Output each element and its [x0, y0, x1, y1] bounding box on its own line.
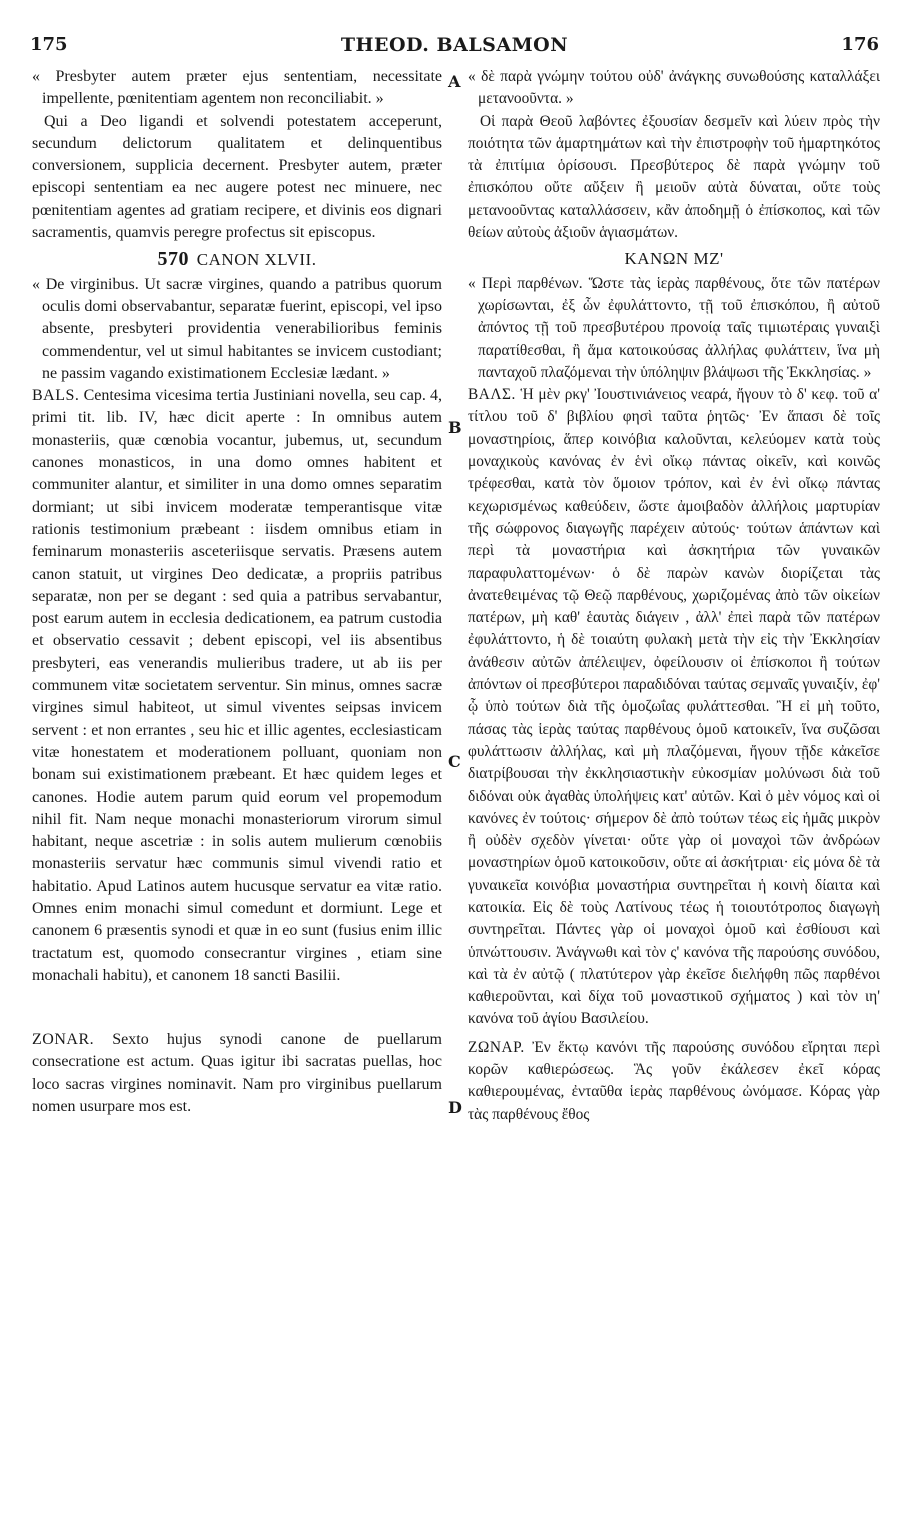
greek-bals-label: ΒΑΛΣ. — [468, 386, 516, 404]
latin-bals-label: BALS. — [32, 387, 80, 405]
latin-canon-text: « De virginibus. Ut sacræ virgines, quando a patribus quorum oculis domi observabantur, separatæ fuerint, episcopi, vel ipso absente, presbyteri providentia venerabilioribus feminis commendentur, vel ut simul habitantes se invicem custodiant; ne passim vagando existimationem Ecclesiæ lædant. » — [32, 275, 442, 382]
greek-zonar-label: ΖΩΝΑΡ. — [468, 1038, 525, 1056]
greek-zonar-text: Ἐν ἕκτῳ κανόνι τῆς παρούσης συνόδου εἴρηται περὶ κορῶν καθιερώσεως. Ἃς γοῦν ἐκάλεσεν ἐκεῖ κόρας καθιερουμένας, ἐνταῦθα ἱερὰς παρθένους ὠνόμασε. Κόρας γὰρ τὰς παρθένους ἔθος — [468, 1038, 880, 1123]
latin-canon-title: CANON XLVII. — [196, 250, 317, 270]
latin-zonar-label: ZONAR. — [32, 1031, 95, 1049]
greek-balsamon-commentary — [468, 384, 880, 1031]
latin-canon-heading — [32, 248, 442, 271]
greek-zonaras-commentary — [468, 1037, 880, 1126]
margin-marker-b: B — [448, 418, 462, 437]
page-number-right: 176 — [841, 34, 879, 55]
latin-intro-text: Qui a Deo ligandi et solvendi potestatem acceperunt, secundum delictorum qualitatem et delinquentibus conversionem, supplicia decernent. Presbyter autem, præter episcopi sententiam ea nec augere potest nec minuere, nec pœnitentiam agentes ad gratiam recipere, et divinis eos dignari sacramentis, quamvis peregre profectus sit episcopus. — [32, 112, 442, 242]
greek-canon-title: ΚΑΝΩΝ ΜΖ' — [624, 249, 724, 269]
latin-zonaras-commentary — [32, 1029, 442, 1118]
greek-intro-text: Οἱ παρὰ Θεοῦ λαβόντες ἐξουσίαν δεσμεῖν καὶ λύειν πρὸς τὴν ποιότητα τῶν ἁμαρτημάτων καὶ τὴν ἐπιστροφὴν τοῦ ἡμαρτηκότος τὰ ἐπιτίμια ὁρίσουσι. Πρεσβύτερος δὲ παρὰ γνώμην τοῦ ἐπισκόπου οὔτε αὔξειν ἢ μειοῦν αὐτὰ δύναται, οὔτε τοὺς μετανοοῦντας καταλλάσσειν, κἂν ἀποδημῇ ὁ ἐπίσκοπος, καὶ τῶν θείων αὐτοὺς ἀξιοῦν ἁγιασμάτων. — [468, 112, 880, 242]
page-number-left: 175 — [30, 34, 68, 55]
running-title: THEOD. BALSAMON — [340, 34, 569, 56]
greek-column — [468, 66, 880, 1126]
page-header — [30, 34, 879, 62]
margin-marker-c: C — [448, 752, 461, 771]
greek-canon-heading — [468, 248, 880, 270]
greek-intro-quote: « δὲ παρὰ γνώμην τούτου οὐδ' ἀνάγκης συνωθούσης καταλλάξει μετανοοῦντα. » — [468, 68, 880, 108]
margin-marker-d: D — [448, 1098, 462, 1117]
greek-bals-text: Ἡ μὲν ρκγ' Ἰουστινιάνειος νεαρά, ἤγουν τὸ δ' κεφ. τοῦ α' τίτλου τοῦ δ' βιβλίου φησὶ ταῦτα ῥητῶς· Ἐν ἅπασι δὲ τοῖς μοναστηρίοις, ἅπερ κοινόβια καλοῦνται, κελεύομεν κατὰ τοὺς μοναχικοὺς κανόνας ἐν ἑνὶ οἴκῳ πάντας οἰκεῖν, καὶ κοινῶς τρέφεσθαι, κατὰ τὸν ὅμοιον τρόπον, καὶ ἐν ἑνὶ οἴκῳ πάντας κεχωρισμένως καθεύδειν, ὥστε ἀμοιβαδὸν ἀλλήλοις μαρτυρίαν τῆς σώφρονος διαγωγῆς παρέχειν αὐτούς· τούτων ἁπάντων καὶ περὶ τὰ μοναστήρια καὶ ἀσκητήρια τῶν γυναικῶν παραφυλαττομένων· ὁ δὲ παρὼν κανὼν διορίζεται τὰς ἀνατεθειμένας τῷ Θεῷ παρθένους, χωριζομένας ἀπὸ τῶν οἰκείων πατέρων, μὴ καθ' ἑαυτὰς διάγειν , ἀλλ' ἐπεὶ παρὰ τῶν πατέρων ἐφυλάττοντο, ἡ δὲ τοιαύτη φυλακὴ μετὰ τὴν εἰς τὴν Ἐκκλησίαν ἀνάθεσιν αὐτῶν ἀπέλειψεν, ὀφείλουσιν οἱ ἐπίσκοποι ἢ τούτων ἀπόντων οἱ πρεσβύτεροι παραδιδόναι ταύτας σεμναῖς γυναιξίν, ἐφ' ᾧ ὑπὸ τούτων διὰ τῆς ὁμοζωΐας φυλάττεσθαι. Ἢ εἰ μὴ τοῦτο, πάσας τὰς ἱερὰς ταύτας παρθένους ὁμοῦ κατοικεῖν, ἵνα συζῶσαι φυλάττωσιν ἀλλήλας, καὶ μὴ πλαζόμεναι, ἤγουν τῇδε κἀκεῖσε διατρίβουσαι τὴν ἐκκλησιαστικὴν εὐκοσμίαν μολύνωσι διὰ τοῦ διδόναι οὐκ ἀγαθὰς ὑπολήψεις κατ' αὐτῶν. Καὶ ὁ μὲν νόμος καὶ οἱ κανόνες ἐν τούτοις· σήμερον δὲ ἀπὸ τούτων τέως εἰς ἡμᾶς μικρὸν ἢ οὐδὲν σχεδὸν γίνεται· οὔτε γὰρ οἱ μοναχοὶ τῶν ἀνδρώων μοναστηρίων ὁμοῦ κατοικοῦσιν, οὔτε αἱ ἀσκήτριαι· εἰς μόνα δὲ τὰ γυναικεῖα κοινόβια μοναστήρια συντηρεῖται ἡ κοινὴ δίαιτα καὶ κατοικία. Εἰς δὲ τοὺς Λατίνους τέως ἡ τοιουτότροπος διαγωγὴ συντηρεῖται. Πάντες γὰρ οἱ μοναχοὶ ὁμοῦ καὶ ἐσθίουσι καὶ ὑπνώττουσιν. Ἀνάγνωθι καὶ τὸν ς' κανόνα τῆς παρούσης συνόδου, καὶ τὰ ἐν αὐτῷ ( πλατύτερον γὰρ ἐκεῖσε διελήφθη πῶς παρθένοι καθιεροῦνται, καὶ δίχα τοῦ μοναστικοῦ σχήματος ) καὶ τὸν ιη' κανόνα τοῦ ἁγίου Βασιλείου. — [468, 386, 880, 1028]
latin-bals-text: Centesima vicesima tertia Justiniani novella, seu cap. 4, primi tit. lib. IV, hæc dicit aperte : In omnibus autem monasteriis, quæ cœnobia vocantur, jubemus, ut, secundum canones monasticos, in una domo omnes habitent et communiter alantur, et similiter in una domo omnes separatim dormiant; ut sibi invicem moderatæ temperantisque vitæ rationis testimonium præbeant : iisdem omnibus etiam in feminarum monasteriis asceteriisque servatis. Præsens autem canon statuit, ut virgines Deo dedicatæ, a propriis patribus separatæ, non per se degant : sed quia a patribus servabantur, post earum autem in ecclesia dedicationem, ea patrum custodia et observatio cessavit ; debent episcopi, vel iis absentibus presbyteri, eas venerandis mulieribus tradere, ut ab iis per communem vitæ societatem serventur. Sin minus, omnes sacræ virgines simul habiteot, ut simul viventes seipsas invicem servent : et non errantes , seu hic et illic agentes, ecclesiasticam vitæ honestatem et moderationem polluant, quoniam non bonam sui existimationem præbeant. Et hæc quidem leges et canones. Hodie autem parum quid eorum vel propemodum nihil fit. Nam neque monachi monasteriorum virorum simul habitant, neque ascetriæ : in solis autem mulierum cœnobiis monasteriis servatur hæc communis simul vivendi ratio et habitatio. Apud Latinos autem hucusque servatur ea vitæ ratio. Omnes enim monachi simul comedunt et dormiunt. Lege et canonem 6 præsentis synodi et quæ in eo sunt (fusius enim illic tractatum est, quomodo consecrantur virgines , etiam sine monachali habitu), et canonem 18 sancti Basilii. — [32, 387, 443, 984]
margin-marker-a: A — [448, 72, 461, 91]
latin-column — [32, 66, 442, 1118]
latin-zonar-text: Sexto hujus synodi canone de puellarum consecratione est actum. Quas igitur ibi sacratas puellas, hoc loco sacras virgines nominavit. Nam pro virginibus puellarum nomen usurpare mos est. — [32, 1031, 443, 1116]
greek-canon-text: « Περὶ παρθένων. Ὥστε τὰς ἱερὰς παρθένους, ὅτε τῶν πατέρων χωρίσωνται, ἐξ ὧν ἐφυλάττοντο, τῇ τοῦ ἐπισκόπου, ἢ αὐτοῦ ἀπόντος τῇ τοῦ πρεσβυτέρου προνοίᾳ ταῖς τιμιωτέραις γυναιξὶ παρατίθεσθαι, ἢ ἅμα κατοικούσας ἀλλήλας φυλάττειν, ἵνα μὴ πανταχοῦ πλαζόμεναι τὴν ὑπόληψιν βλάψωσι τῆς Ἐκκλησίας. » — [468, 274, 880, 381]
latin-balsamon-commentary — [32, 385, 442, 987]
column-number: 570 — [157, 248, 190, 271]
latin-intro-quote: « Presbyter autem præter ejus sententiam, necessitate impellente, pœnitentiam agentem non reconciliabit. » — [32, 68, 442, 108]
